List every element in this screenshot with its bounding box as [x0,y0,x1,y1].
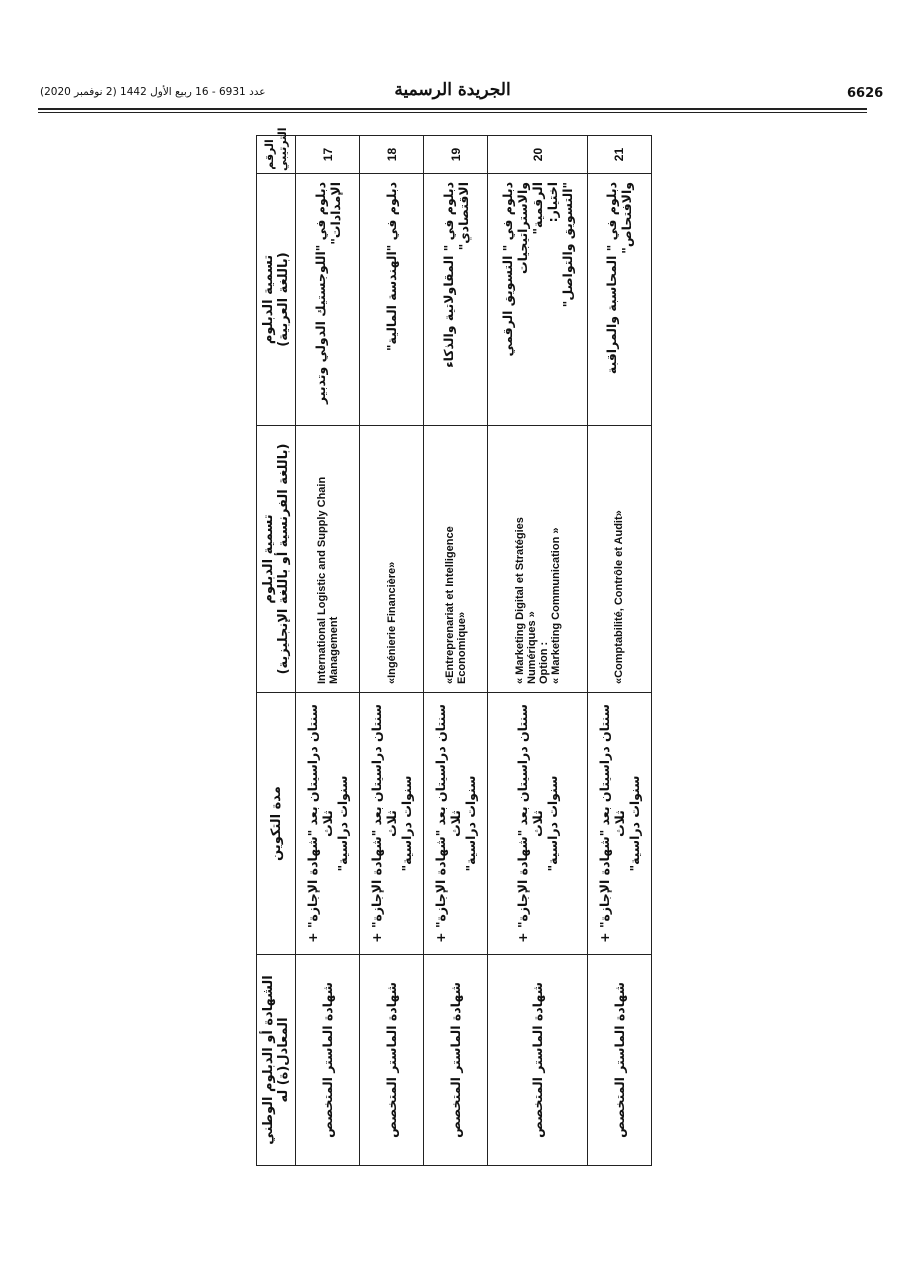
table-row [587,136,651,1166]
table-row [296,136,360,1166]
name-ar-line: الرقمية" [530,182,546,235]
cell-name-ar [488,174,588,426]
diploma-table-wrapper [256,127,652,1166]
table-row [360,136,424,1166]
header-number-line: الرقم [263,139,276,170]
name-fr-line: «Comptabilité, Contrôle et Audit» [613,510,626,684]
header-rule-thick [38,108,867,110]
header-name-ar [257,174,296,426]
header-equivalent: الشهادة أو الدبلوم الوطني المعادل(ة) له [257,955,296,1166]
name-fr-line: Economique» [455,611,468,684]
cell-number: 19 [424,136,488,174]
issue-info: عدد 6931 - 16 ربيع الأول 1442 (2 نوفمبر 2020) [40,86,266,98]
duration-line: سنتان دراسيتان بعد "شهادة الإجازة" + ثلاث [515,704,546,943]
cell-number: 20 [488,136,588,174]
header-name-fr [257,426,296,693]
cell-name-fr [360,426,424,693]
cell-name-fr [296,426,360,693]
name-fr-line: Option : [537,641,550,684]
header-duration: مدة التكوين [257,693,296,955]
duration-line: سنوات دراسية" [399,775,415,872]
table-row [488,136,588,1166]
table-row [424,136,488,1166]
cell-equivalent: شهادة الماستر المتخصص [587,955,651,1166]
name-fr-line: International Logistic and Supply Chain [315,476,328,684]
header-name-fr-line: تسمية الدبلوم [261,514,276,604]
duration-line: سنوات دراسية" [626,775,642,872]
header-name-ar-line: تسمية الدبلوم [261,254,276,345]
duration-line: سنوات دراسية" [545,775,561,872]
cell-name-fr [587,426,651,693]
cell-equivalent: شهادة الماستر المتخصص [424,955,488,1166]
cell-duration [587,693,651,955]
name-fr-line: «Entreprenariat et Intelligence [443,526,456,684]
cell-number: 18 [360,136,424,174]
cell-number: 21 [587,136,651,174]
duration-line: سنوات دراسية" [463,775,479,872]
cell-name-ar [360,174,424,426]
name-ar-line: اختيار: [545,182,561,223]
name-ar-line: دبلوم في " المقاولاتية والذكاء الاقتصادي" [440,182,471,368]
page-header [38,78,884,110]
name-ar-line: دبلوم في "الهندسة المالية" [384,182,400,351]
name-ar-line: "التسويق والتواصل" [560,182,576,308]
table-header-row [257,136,296,1166]
duration-line: سنتان دراسيتان بعد "شهادة الإجازة" + ثلاث [369,704,400,943]
name-ar-line: دبلوم في " التسويق الرقمي والاستراتيجيات [500,182,531,357]
rotated-table [256,127,652,1166]
diploma-equivalence-table [256,127,652,1166]
duration-line: سنتان دراسيتان بعد "شهادة الإجازة" + ثلاث [433,704,464,943]
name-ar-line: دبلوم في "اللوجستيك الدولي وتدبير الإمدادات" [312,182,343,405]
cell-equivalent: شهادة الماستر المتخصص [360,955,424,1166]
cell-duration [296,693,360,955]
gazette-title: الجريدة الرسمية [394,80,511,100]
duration-line: سنوات دراسية" [335,775,351,872]
name-ar-line: دبلوم في " المحاسبة والمراقبة والافتحاص" [604,182,635,375]
cell-name-ar [296,174,360,426]
cell-number: 17 [296,136,360,174]
cell-equivalent: شهادة الماستر المتخصص [296,955,360,1166]
name-fr-line: « Marketing Communication » [549,527,562,684]
name-fr-line: «Ingénierie Financière» [385,561,398,684]
name-fr-line: Management [327,616,340,684]
duration-line: سنتان دراسيتان بعد "شهادة الإجازة" + ثلاث [305,704,336,943]
page-number: 6626 [847,86,884,101]
name-fr-line: « Marketing Digital et Stratégies [513,517,526,684]
cell-duration [424,693,488,955]
cell-duration [360,693,424,955]
cell-name-ar [424,174,488,426]
cell-duration [488,693,588,955]
header-name-ar-line: (باللغة العربية) [276,252,291,347]
header-number-line: الترتيبي [276,127,289,171]
header-name-fr-line: (باللغة الفرنسية أو باللغة الإنجليزية) [276,443,291,675]
cell-name-ar [587,174,651,426]
header-number [257,127,296,174]
header-rule-thin [38,112,867,113]
cell-name-fr [424,426,488,693]
name-fr-line: Numériques » [525,611,538,684]
duration-line: سنتان دراسيتان بعد "شهادة الإجازة" + ثلاث [596,704,627,943]
cell-name-fr [488,426,588,693]
cell-equivalent: شهادة الماستر المتخصص [488,955,588,1166]
